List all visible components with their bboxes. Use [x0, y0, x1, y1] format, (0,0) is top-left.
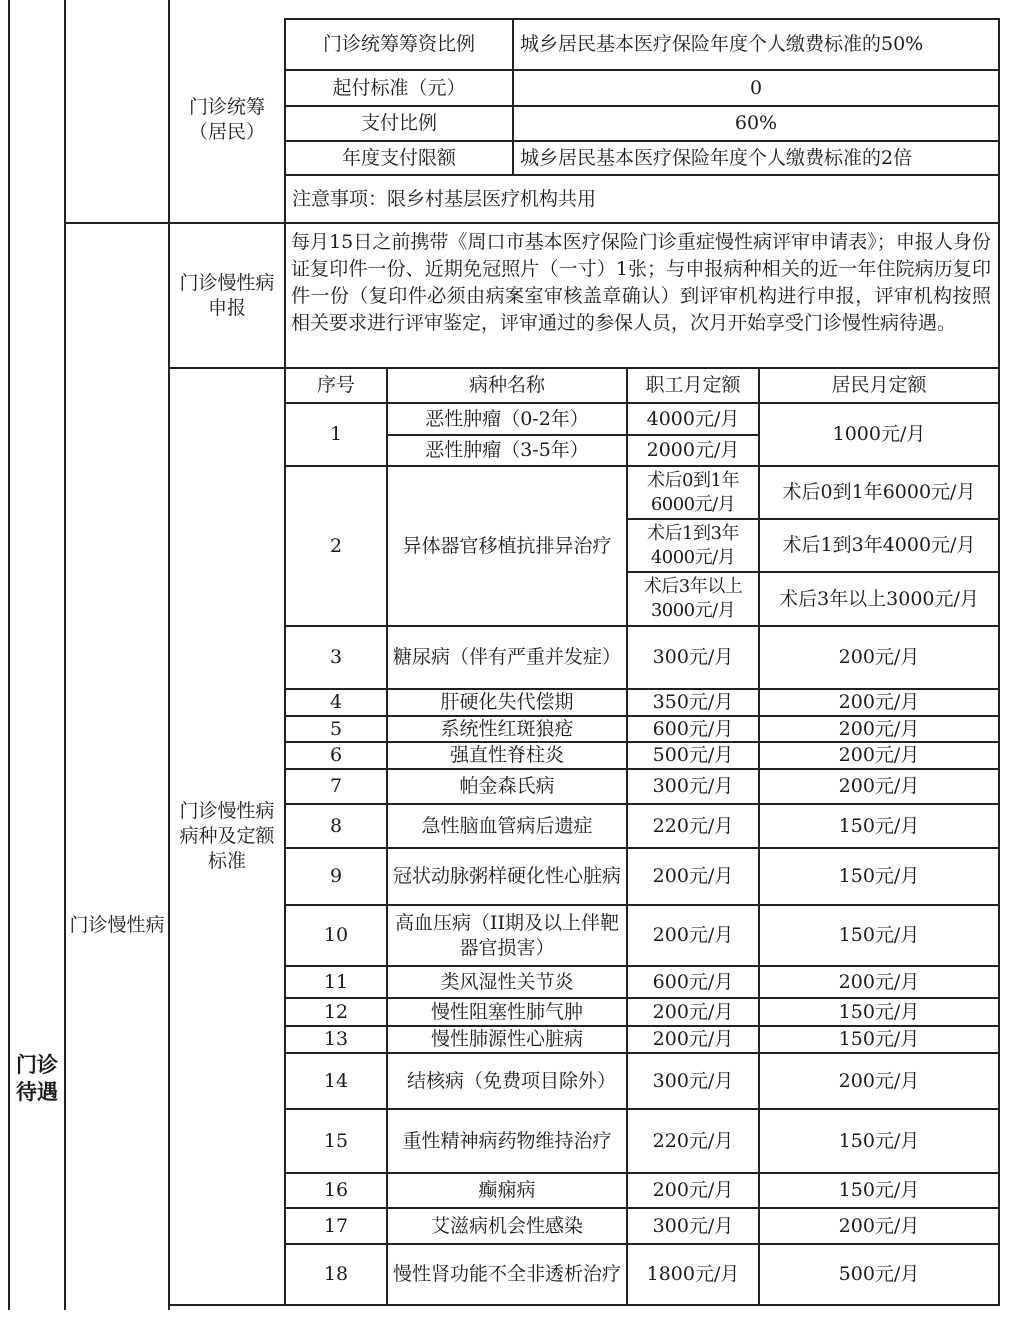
row-8-disease: 急性脑血管病后遗症 — [421, 814, 593, 837]
row-18-resident: 500元/月 — [838, 1263, 920, 1285]
row-16-resident: 150元/月 — [838, 1179, 920, 1201]
row-12-resident: 150元/月 — [838, 1000, 920, 1023]
row-4-employee: 350元/月 — [652, 691, 734, 713]
row-1-resident: 1000元/月 — [832, 423, 926, 445]
row-7-no: 7 — [329, 775, 343, 797]
row-7-employee: 300元/月 — [652, 775, 734, 797]
row-8-resident: 150元/月 — [838, 814, 920, 837]
row-3-disease: 糖尿病（伴有严重并发症） — [393, 646, 622, 668]
row-15-resident: 150元/月 — [838, 1129, 920, 1152]
row-10-disease: 高血压病（II期及以上伴靶器官损害） — [394, 911, 619, 959]
row-2-employee-b: 术后1到3年4000元/月 — [647, 522, 739, 568]
row-2-disease: 异体器官移植抗排异治疗 — [402, 534, 612, 557]
row-11-disease: 类风湿性关节炎 — [440, 970, 574, 993]
row-15-no: 15 — [323, 1129, 349, 1152]
row-11-employee: 600元/月 — [652, 970, 734, 993]
row-18-employee: 1800元/月 — [646, 1263, 740, 1285]
row-16-disease: 癫痫病 — [478, 1179, 536, 1201]
header-employee: 职工月定额 — [645, 374, 741, 396]
row-5-disease: 系统性红斑狼疮 — [440, 717, 574, 740]
standards-label: 门诊慢性病病种及定额标准 — [179, 800, 275, 872]
deductible-label: 起付标准（元） — [332, 76, 466, 99]
row-7-disease: 帕金森氏病 — [459, 775, 555, 797]
row-16-no: 16 — [323, 1179, 349, 1201]
row-5-no: 5 — [329, 717, 343, 740]
row-2-resident-b: 术后1到3年4000元/月 — [782, 534, 976, 556]
row-9-resident: 150元/月 — [838, 865, 920, 887]
row-3-no: 3 — [329, 646, 343, 668]
declaration-text: 每月15日之前携带《周口市基本医疗保险门诊重症慢性病评审申请表》；申报人身份证复印件一份、近期免冠照片（一寸）1张；与申报病种相关的近一年住院病历复印件一份（复印件必须由病案室审核盖章确认）到评审机构进行申报，评审机构按照相关要求进行评审鉴定，评审通过的参保人员，次月开始享受门诊慢性病待遇。 — [291, 231, 991, 334]
row-3-employee: 300元/月 — [652, 646, 734, 668]
row-14-no: 14 — [323, 1069, 349, 1092]
row-4-no: 4 — [329, 691, 343, 713]
row-8-employee: 220元/月 — [652, 814, 734, 837]
row-2-employee-c: 术后3年以上3000元/月 — [643, 576, 743, 621]
row-14-employee: 300元/月 — [652, 1069, 734, 1092]
deductible-value: 0 — [749, 76, 763, 99]
row-7-resident: 200元/月 — [838, 775, 920, 797]
row-12-no: 12 — [323, 1000, 349, 1023]
pooling-ratio-value: 城乡居民基本医疗保险年度个人缴费标准的50% — [520, 33, 924, 55]
row-11-resident: 200元/月 — [838, 970, 920, 993]
row-10-resident: 150元/月 — [838, 924, 920, 946]
row-1-disease-a: 恶性肿瘤（0-2年） — [425, 407, 589, 430]
row-8-no: 8 — [329, 814, 343, 837]
row-16-employee: 200元/月 — [652, 1179, 734, 1201]
row-6-no: 6 — [329, 744, 343, 766]
row-9-employee: 200元/月 — [652, 865, 734, 887]
row-2-resident-a: 术后0到1年6000元/月 — [782, 481, 976, 503]
row-6-resident: 200元/月 — [838, 744, 920, 766]
row-18-no: 18 — [323, 1263, 349, 1285]
row-1-employee-a: 4000元/月 — [646, 407, 740, 430]
row-14-disease: 结核病（免费项目除外） — [407, 1069, 617, 1092]
row-4-resident: 200元/月 — [838, 691, 920, 713]
row-10-no: 10 — [323, 924, 349, 946]
row-17-disease: 艾滋病机会性感染 — [430, 1214, 583, 1237]
row-9-disease: 冠状动脉粥样硬化性心脏病 — [393, 865, 622, 887]
row-1-no: 1 — [329, 423, 343, 445]
row-17-no: 17 — [323, 1214, 349, 1237]
annual-limit-label: 年度支付限额 — [341, 146, 456, 169]
header-disease: 病种名称 — [468, 374, 545, 396]
chronic-section-label: 门诊慢性病 — [69, 913, 165, 936]
row-17-resident: 200元/月 — [838, 1214, 920, 1237]
row-2-resident-c: 术后3年以上3000元/月 — [779, 587, 979, 610]
row-2-no: 2 — [329, 534, 343, 557]
annual-limit-value: 城乡居民基本医疗保险年度个人缴费标准的2倍 — [520, 146, 913, 169]
row-14-resident: 200元/月 — [838, 1069, 920, 1092]
payment-ratio-label: 支付比例 — [360, 112, 437, 134]
row-2-employee-a: 术后0到1年6000元/月 — [647, 469, 739, 515]
row-13-resident: 150元/月 — [838, 1028, 920, 1050]
payment-ratio-value: 60% — [734, 112, 778, 134]
row-5-employee: 600元/月 — [652, 717, 734, 740]
row-1-employee-b: 2000元/月 — [646, 439, 740, 461]
row-5-resident: 200元/月 — [838, 717, 920, 740]
row-13-employee: 200元/月 — [652, 1028, 734, 1050]
row-1-disease-b: 恶性肿瘤（3-5年） — [425, 439, 589, 461]
row-9-no: 9 — [329, 865, 343, 887]
row-6-disease: 强直性脊柱炎 — [449, 744, 564, 766]
pooling-section-label: 门诊统筹（居民） — [188, 96, 265, 143]
row-4-disease: 肝硬化失代偿期 — [440, 691, 574, 713]
row-17-employee: 300元/月 — [652, 1214, 734, 1237]
declaration-label: 门诊慢性病申报 — [179, 271, 275, 319]
row-13-no: 13 — [323, 1028, 349, 1050]
row-11-no: 11 — [323, 970, 349, 993]
row-6-employee: 500元/月 — [652, 744, 734, 766]
row-15-disease: 重性精神病药物维持治疗 — [402, 1129, 612, 1152]
header-resident: 居民月定额 — [831, 374, 927, 396]
category-label: 门诊待遇 — [16, 1052, 58, 1104]
row-12-disease: 慢性阻塞性肺气肿 — [430, 1000, 583, 1023]
row-18-disease: 慢性肾功能不全非透析治疗 — [393, 1263, 622, 1285]
row-13-disease: 慢性肺源性心脏病 — [430, 1028, 583, 1050]
row-3-resident: 200元/月 — [838, 646, 920, 668]
row-10-employee: 200元/月 — [652, 924, 734, 946]
pooling-note: 注意事项：限乡村基层医疗机构共用 — [292, 187, 597, 210]
row-15-employee: 220元/月 — [652, 1129, 734, 1152]
header-no: 序号 — [316, 374, 355, 396]
pooling-ratio-label: 门诊统筹筹资比例 — [322, 33, 475, 55]
row-12-employee: 200元/月 — [652, 1000, 734, 1023]
